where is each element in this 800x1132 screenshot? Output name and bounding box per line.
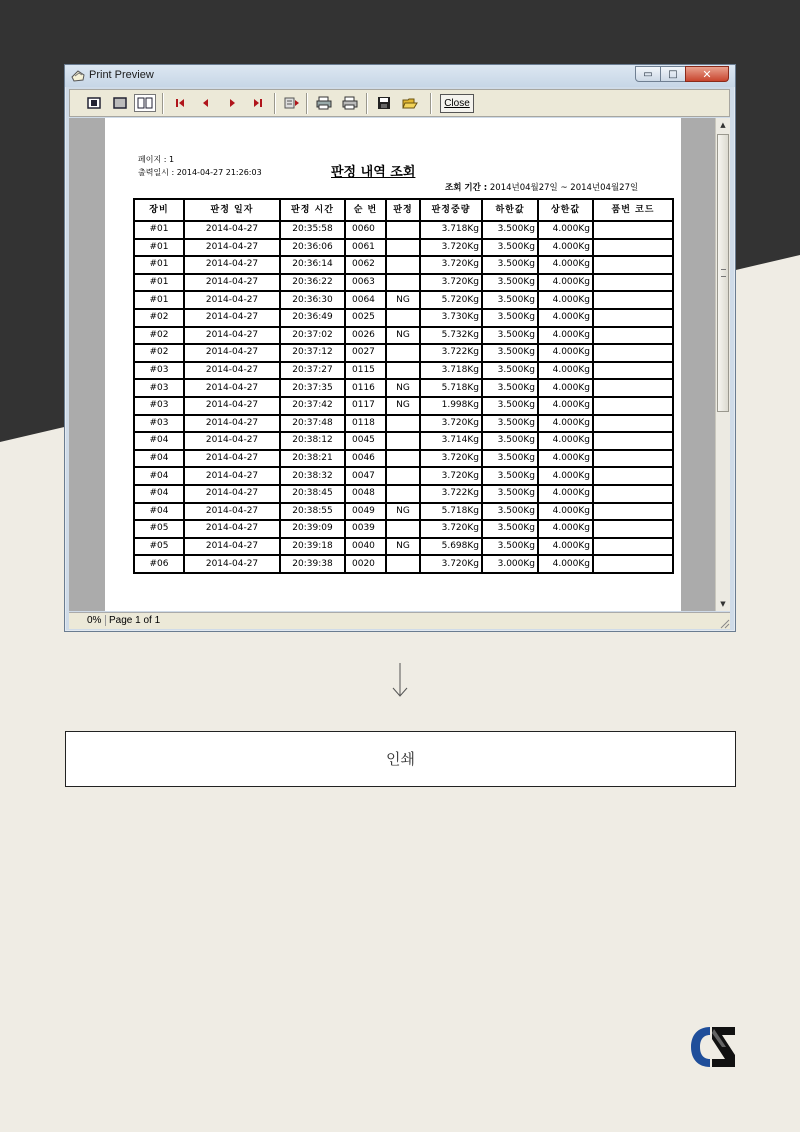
table-header-row xyxy=(134,199,673,221)
table-cell: #02 xyxy=(134,327,184,345)
two-pages-button[interactable] xyxy=(134,94,156,112)
table-cell: 0060 xyxy=(345,221,386,239)
table-cell: 3.500Kg xyxy=(482,379,538,397)
table-row xyxy=(134,344,673,362)
print-setup-icon xyxy=(316,96,332,110)
table-cell: 3.722Kg xyxy=(420,344,482,362)
table-cell: #03 xyxy=(134,415,184,433)
print-icon xyxy=(342,96,358,110)
table-cell xyxy=(593,362,673,380)
table-cell: 0063 xyxy=(345,274,386,292)
table-cell: 4.000Kg xyxy=(538,538,593,556)
table-row xyxy=(134,450,673,468)
table-cell: 3.500Kg xyxy=(482,274,538,292)
table-cell: 3.500Kg xyxy=(482,256,538,274)
table-cell: 3.500Kg xyxy=(482,485,538,503)
table-cell: #04 xyxy=(134,450,184,468)
table-cell xyxy=(593,485,673,503)
table-cell: NG xyxy=(386,291,420,309)
table-row xyxy=(134,221,673,239)
save-button[interactable] xyxy=(374,94,394,112)
table-cell: 0118 xyxy=(345,415,386,433)
table-cell: 0047 xyxy=(345,467,386,485)
table-header-cell: 판정중량 xyxy=(420,199,482,221)
table-cell: 2014-04-27 xyxy=(184,397,280,415)
table-cell xyxy=(593,309,673,327)
table-cell: 3.500Kg xyxy=(482,327,538,345)
report-page xyxy=(105,118,681,611)
table-cell xyxy=(386,467,420,485)
close-window-button[interactable] xyxy=(685,66,729,82)
table-cell xyxy=(593,221,673,239)
table-cell: #04 xyxy=(134,503,184,521)
table-cell: 3.720Kg xyxy=(420,256,482,274)
table-cell xyxy=(593,415,673,433)
table-cell: 0025 xyxy=(345,309,386,327)
table-cell: 0048 xyxy=(345,485,386,503)
table-header-cell: 하한값 xyxy=(482,199,538,221)
table-cell: 5.732Kg xyxy=(420,327,482,345)
table-cell: 20:35:58 xyxy=(280,221,345,239)
zoom-level: 0% xyxy=(87,615,102,626)
table-cell: #06 xyxy=(134,555,184,573)
print-setup-button[interactable] xyxy=(314,94,334,112)
table-cell: #05 xyxy=(134,538,184,556)
report-title: 판정 내역 조회 xyxy=(331,165,416,180)
table-cell: 4.000Kg xyxy=(538,520,593,538)
table-cell xyxy=(386,274,420,292)
table-cell: 4.000Kg xyxy=(538,327,593,345)
table-row xyxy=(134,555,673,573)
table-cell: 3.720Kg xyxy=(420,415,482,433)
table-cell: 2014-04-27 xyxy=(184,327,280,345)
table-cell: 20:36:49 xyxy=(280,309,345,327)
close-icon: ✕ xyxy=(702,68,712,81)
table-cell xyxy=(593,555,673,573)
table-cell: 20:37:42 xyxy=(280,397,345,415)
table-cell: 0046 xyxy=(345,450,386,468)
maximize-button[interactable] xyxy=(660,66,686,82)
table-cell: 0061 xyxy=(345,239,386,257)
table-cell: 3.500Kg xyxy=(482,415,538,433)
table-cell: 4.000Kg xyxy=(538,309,593,327)
table-cell: 2014-04-27 xyxy=(184,503,280,521)
table-cell: 0116 xyxy=(345,379,386,397)
table-cell xyxy=(386,450,420,468)
table-cell xyxy=(386,432,420,450)
table-cell: #01 xyxy=(134,274,184,292)
table-cell: 3.720Kg xyxy=(420,555,482,573)
resize-grip-icon[interactable] xyxy=(718,617,730,629)
table-cell xyxy=(386,520,420,538)
preview-area[interactable] xyxy=(69,118,730,611)
table-cell: #04 xyxy=(134,432,184,450)
table-cell: NG xyxy=(386,397,420,415)
table-cell: 2014-04-27 xyxy=(184,256,280,274)
table-cell: 3.718Kg xyxy=(420,221,482,239)
table-cell: 0039 xyxy=(345,520,386,538)
goto-page-button[interactable] xyxy=(282,94,302,112)
table-cell: #01 xyxy=(134,239,184,257)
table-cell: 20:38:21 xyxy=(280,450,345,468)
table-cell xyxy=(386,221,420,239)
table-cell: 2014-04-27 xyxy=(184,432,280,450)
table-cell: 4.000Kg xyxy=(538,450,593,468)
table-row xyxy=(134,485,673,503)
table-cell: 4.000Kg xyxy=(538,485,593,503)
table-cell: 4.000Kg xyxy=(538,256,593,274)
status-bar xyxy=(69,612,730,629)
table-cell: 3.714Kg xyxy=(420,432,482,450)
table-cell: 0117 xyxy=(345,397,386,415)
table-cell xyxy=(593,538,673,556)
table-cell: 20:36:30 xyxy=(280,291,345,309)
table-cell xyxy=(386,256,420,274)
table-cell: 4.000Kg xyxy=(538,379,593,397)
table-cell: 3.500Kg xyxy=(482,467,538,485)
table-cell: 20:38:45 xyxy=(280,485,345,503)
table-cell: 3.500Kg xyxy=(482,450,538,468)
table-cell: 20:38:32 xyxy=(280,467,345,485)
table-cell: 5.718Kg xyxy=(420,503,482,521)
down-arrow-icon xyxy=(392,662,408,698)
table-cell xyxy=(386,362,420,380)
close-button[interactable]: Close xyxy=(440,94,474,113)
table-cell xyxy=(593,397,673,415)
open-button[interactable] xyxy=(400,94,420,112)
table-cell: 20:39:18 xyxy=(280,538,345,556)
page-width-icon xyxy=(87,97,101,109)
table-cell: 4.000Kg xyxy=(538,221,593,239)
next-page-button[interactable] xyxy=(222,94,242,112)
table-cell: 1.998Kg xyxy=(420,397,482,415)
table-cell: 20:36:06 xyxy=(280,239,345,257)
table-cell: 3.500Kg xyxy=(482,291,538,309)
window-title: Print Preview xyxy=(89,69,154,81)
table-cell: 20:37:12 xyxy=(280,344,345,362)
table-cell: 3.722Kg xyxy=(420,485,482,503)
table-row xyxy=(134,256,673,274)
table-cell xyxy=(386,415,420,433)
table-cell xyxy=(593,379,673,397)
minimize-button[interactable] xyxy=(635,66,661,82)
table-cell: 4.000Kg xyxy=(538,432,593,450)
table-row xyxy=(134,309,673,327)
table-row xyxy=(134,415,673,433)
table-cell: #05 xyxy=(134,520,184,538)
table-row xyxy=(134,520,673,538)
table-cell: #01 xyxy=(134,221,184,239)
table-cell: #03 xyxy=(134,362,184,380)
print-datetime-label: 출력일시 : 2014-04-27 21:26:03 xyxy=(138,168,262,177)
table-cell: 20:39:38 xyxy=(280,555,345,573)
table-row xyxy=(134,432,673,450)
table-row xyxy=(134,291,673,309)
scroll-thumb[interactable] xyxy=(717,134,729,412)
table-cell: 4.000Kg xyxy=(538,239,593,257)
page-number-label: 페이지 : 1 xyxy=(138,155,175,164)
table-cell: 3.500Kg xyxy=(482,239,538,257)
table-cell: 3.720Kg xyxy=(420,467,482,485)
full-page-button[interactable] xyxy=(110,94,130,112)
table-cell xyxy=(593,450,673,468)
scroll-down-icon[interactable]: ▼ xyxy=(720,600,726,608)
table-cell: 0115 xyxy=(345,362,386,380)
table-cell: 0026 xyxy=(345,327,386,345)
table-cell: 3.718Kg xyxy=(420,362,482,380)
table-cell: 20:38:55 xyxy=(280,503,345,521)
table-cell: 2014-04-27 xyxy=(184,555,280,573)
table-cell: 3.720Kg xyxy=(420,450,482,468)
table-cell: #03 xyxy=(134,397,184,415)
table-cell: NG xyxy=(386,327,420,345)
table-cell: 3.500Kg xyxy=(482,309,538,327)
table-cell: 3.500Kg xyxy=(482,432,538,450)
save-icon xyxy=(377,96,391,110)
table-cell: 2014-04-27 xyxy=(184,221,280,239)
print-preview-window xyxy=(64,64,736,632)
first-page-button[interactable] xyxy=(170,94,190,112)
table-cell: 4.000Kg xyxy=(538,503,593,521)
printer-app-icon xyxy=(70,68,86,84)
table-cell: #02 xyxy=(134,309,184,327)
table-cell: 2014-04-27 xyxy=(184,291,280,309)
table-cell xyxy=(593,291,673,309)
full-page-icon xyxy=(113,97,127,109)
goto-page-icon xyxy=(284,97,300,109)
last-page-icon xyxy=(253,98,263,108)
table-cell: 4.000Kg xyxy=(538,467,593,485)
table-cell: NG xyxy=(386,503,420,521)
table-header-cell: 판정 xyxy=(386,199,420,221)
table-cell: #01 xyxy=(134,256,184,274)
table-cell xyxy=(593,520,673,538)
table-cell: 4.000Kg xyxy=(538,555,593,573)
table-cell: 5.698Kg xyxy=(420,538,482,556)
table-cell: 5.720Kg xyxy=(420,291,482,309)
table-row xyxy=(134,362,673,380)
table-cell: 4.000Kg xyxy=(538,274,593,292)
table-row xyxy=(134,274,673,292)
table-header-cell: 판정 시간 xyxy=(280,199,345,221)
preview-toolbar xyxy=(69,89,730,117)
table-cell: 3.000Kg xyxy=(482,555,538,573)
table-cell xyxy=(593,344,673,362)
page-width-button[interactable] xyxy=(84,94,104,112)
scroll-up-icon[interactable]: ▲ xyxy=(720,121,726,129)
table-cell: 2014-04-27 xyxy=(184,415,280,433)
table-cell: 2014-04-27 xyxy=(184,274,280,292)
table-cell: 3.500Kg xyxy=(482,397,538,415)
table-row xyxy=(134,467,673,485)
table-cell xyxy=(593,239,673,257)
table-cell: 5.718Kg xyxy=(420,379,482,397)
table-header-cell: 품번 코드 xyxy=(593,199,673,221)
table-row xyxy=(134,379,673,397)
print-step-label: 인쇄 xyxy=(65,731,736,787)
prev-page-icon xyxy=(201,98,211,108)
vertical-scrollbar[interactable] xyxy=(715,118,730,611)
table-cell: 0045 xyxy=(345,432,386,450)
table-cell: 20:36:22 xyxy=(280,274,345,292)
table-cell: 3.720Kg xyxy=(420,274,482,292)
table-cell: 3.720Kg xyxy=(420,520,482,538)
table-cell: NG xyxy=(386,379,420,397)
table-header-cell: 장비 xyxy=(134,199,184,221)
table-cell: 3.500Kg xyxy=(482,503,538,521)
table-cell: 3.730Kg xyxy=(420,309,482,327)
table-cell: 2014-04-27 xyxy=(184,239,280,257)
table-header-cell: 순 번 xyxy=(345,199,386,221)
table-cell: 2014-04-27 xyxy=(184,309,280,327)
table-row xyxy=(134,503,673,521)
table-cell: 2014-04-27 xyxy=(184,362,280,380)
table-header-cell: 판정 일자 xyxy=(184,199,280,221)
table-cell: 4.000Kg xyxy=(538,344,593,362)
table-header-cell: 상한값 xyxy=(538,199,593,221)
table-cell: 2014-04-27 xyxy=(184,450,280,468)
table-cell: #04 xyxy=(134,485,184,503)
table-cell: #02 xyxy=(134,344,184,362)
table-cell xyxy=(593,327,673,345)
last-page-button[interactable] xyxy=(248,94,268,112)
table-cell: 0062 xyxy=(345,256,386,274)
table-cell: #04 xyxy=(134,467,184,485)
table-cell: 2014-04-27 xyxy=(184,344,280,362)
table-cell xyxy=(593,467,673,485)
table-cell: 2014-04-27 xyxy=(184,379,280,397)
table-cell: 3.500Kg xyxy=(482,344,538,362)
maximize-icon: □ xyxy=(668,69,678,80)
table-cell xyxy=(593,256,673,274)
table-cell: #03 xyxy=(134,379,184,397)
table-cell: 2014-04-27 xyxy=(184,485,280,503)
table-row xyxy=(134,327,673,345)
table-cell: 2014-04-27 xyxy=(184,467,280,485)
table-cell: NG xyxy=(386,538,420,556)
period-value: 2014년04월27일 ~ 2014년04월27일 xyxy=(489,183,639,193)
page-indicator: Page 1 of 1 xyxy=(105,615,160,626)
title-bar[interactable] xyxy=(65,65,735,87)
period-label: 조회 기간 : xyxy=(445,183,488,193)
table-cell: 3.500Kg xyxy=(482,362,538,380)
open-icon xyxy=(402,96,418,110)
table-cell xyxy=(386,309,420,327)
table-cell xyxy=(386,485,420,503)
table-row xyxy=(134,538,673,556)
table-cell xyxy=(386,239,420,257)
table-cell: 4.000Kg xyxy=(538,397,593,415)
table-cell: 4.000Kg xyxy=(538,415,593,433)
table-cell: 0020 xyxy=(345,555,386,573)
table-cell: 3.500Kg xyxy=(482,538,538,556)
table-cell: 4.000Kg xyxy=(538,291,593,309)
minimize-icon: ▭ xyxy=(643,69,653,80)
table-cell: #01 xyxy=(134,291,184,309)
table-cell: 3.500Kg xyxy=(482,520,538,538)
table-row xyxy=(134,239,673,257)
table-cell: 0040 xyxy=(345,538,386,556)
query-period xyxy=(445,181,638,193)
table-cell: 20:37:02 xyxy=(280,327,345,345)
table-cell: 0027 xyxy=(345,344,386,362)
table-cell: 2014-04-27 xyxy=(184,538,280,556)
table-cell: 20:37:35 xyxy=(280,379,345,397)
table-cell xyxy=(593,432,673,450)
table-cell: 2014-04-27 xyxy=(184,520,280,538)
table-cell: 3.720Kg xyxy=(420,239,482,257)
table-cell xyxy=(593,274,673,292)
result-table xyxy=(133,198,674,574)
two-pages-icon xyxy=(137,97,153,109)
table-row xyxy=(134,397,673,415)
table-cell xyxy=(386,344,420,362)
table-cell: 20:39:09 xyxy=(280,520,345,538)
table-cell: 3.500Kg xyxy=(482,221,538,239)
next-page-icon xyxy=(227,98,237,108)
table-cell: 20:37:48 xyxy=(280,415,345,433)
print-button[interactable] xyxy=(340,94,360,112)
company-logo xyxy=(690,1025,736,1069)
table-cell: 20:36:14 xyxy=(280,256,345,274)
first-page-icon xyxy=(175,98,185,108)
table-cell: 20:37:27 xyxy=(280,362,345,380)
prev-page-button[interactable] xyxy=(196,94,216,112)
table-cell xyxy=(593,503,673,521)
table-cell: 0064 xyxy=(345,291,386,309)
table-cell: 4.000Kg xyxy=(538,362,593,380)
table-cell: 0049 xyxy=(345,503,386,521)
table-cell: 20:38:12 xyxy=(280,432,345,450)
table-cell xyxy=(386,555,420,573)
